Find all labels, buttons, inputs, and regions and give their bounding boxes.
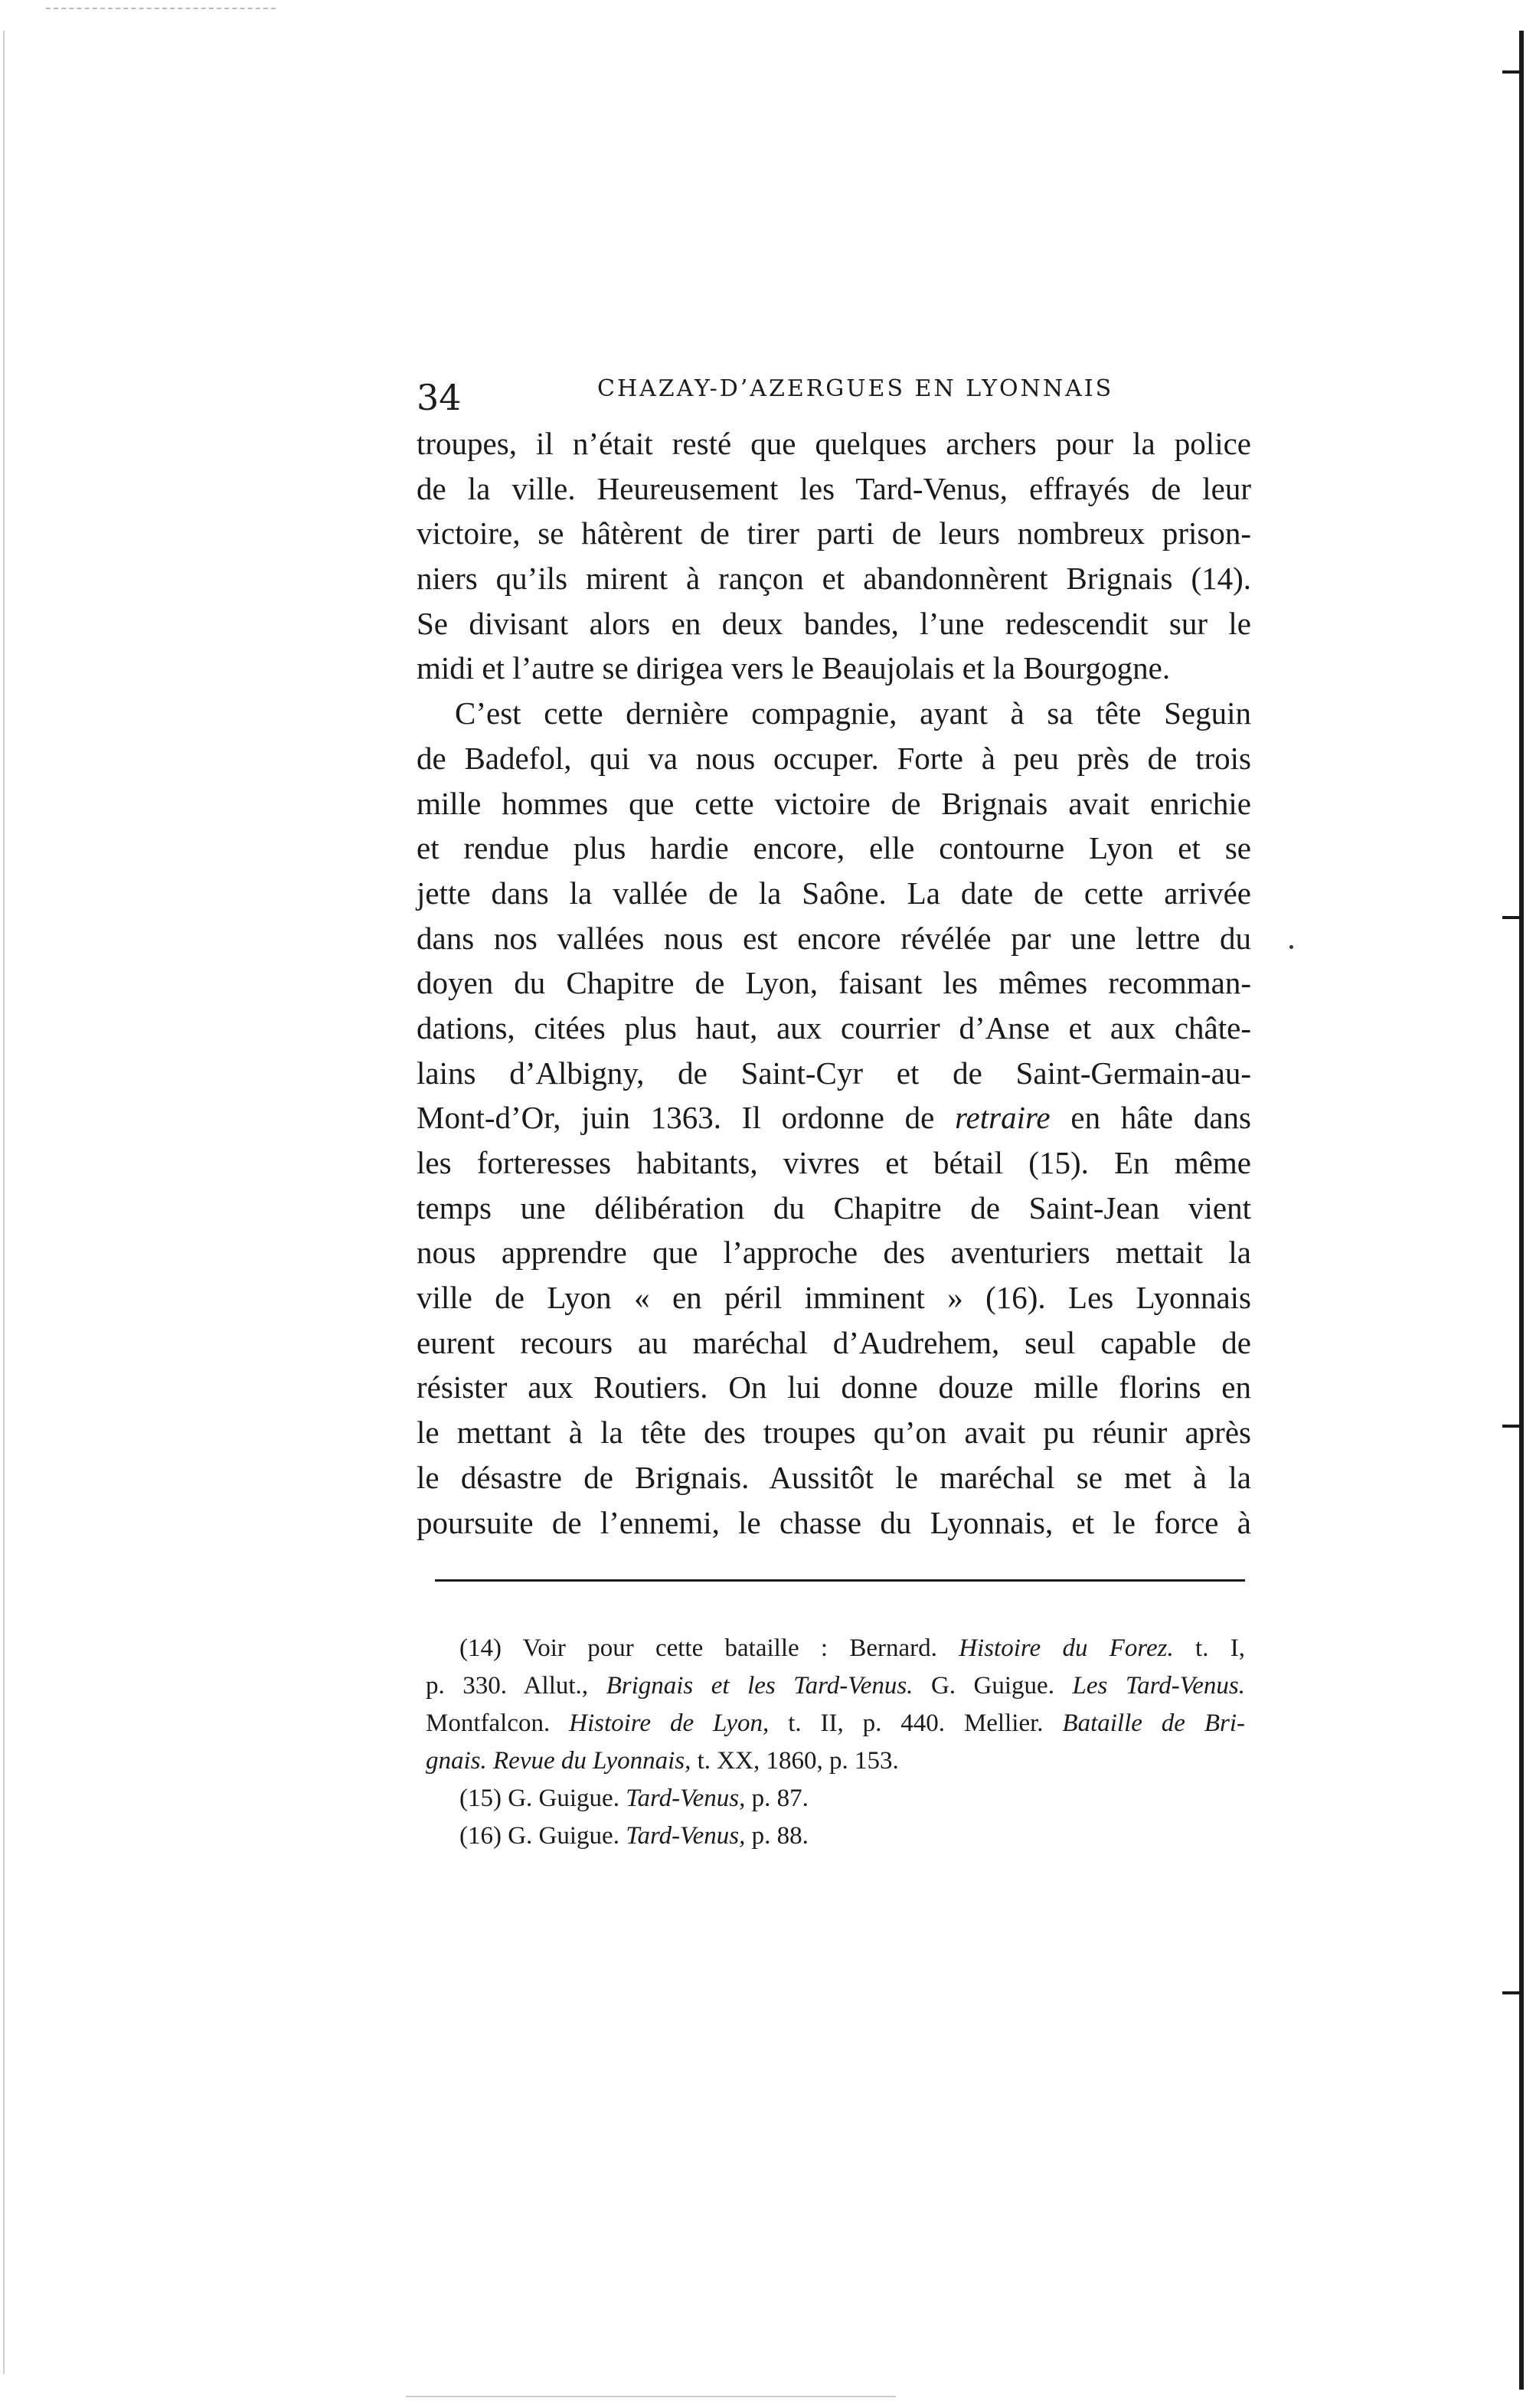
text-line: temps une délibération du Chapitre de Saint-Jean vient [417, 1189, 1251, 1225]
footnote-15: (15) G. Guigue. Tard-Venus, p. 87. [459, 1785, 809, 1812]
footnote-divider [435, 1579, 1245, 1582]
text-line: niers qu’ils mirent à rançon et abandonnèrent Brignais (14). [417, 561, 1251, 597]
text-line: lains d’Albigny, de Saint-Cyr et de Saint-Germain-au- [417, 1055, 1251, 1091]
footnote-16: (16) G. Guigue. Tard-Venus, p. 88. [459, 1822, 809, 1850]
text-segment: en hâte dans [1050, 1100, 1251, 1136]
text-line: jette dans la vallée de la Saône. La date de cette arrivée [417, 875, 1251, 911]
text-line: de la ville. Heureusement les Tard-Venus, effrayés de leur [417, 470, 1251, 506]
text-line: les forteresses habitants, vivres et bétail (15). En même [417, 1145, 1251, 1180]
text-segment: Mont-d’Or, juin 1363. Il ordonne de [417, 1100, 956, 1136]
text-line: nous apprendre que l’approche des aventuriers mettait la [417, 1235, 1251, 1271]
body-text [417, 421, 1251, 1545]
text-line: ville de Lyon « en péril imminent » (16). Les Lyonnais [417, 1280, 1251, 1316]
text-line: poursuite de l’ennemi, le chasse du Lyonnais, et le force à [417, 1504, 1251, 1540]
text-line: de Badefol, qui va nous occuper. Forte à peu près de trois [417, 740, 1251, 776]
text-line: victoire, se hâtèrent de tirer parti de leurs nombreux prison- [417, 515, 1251, 551]
scan-edge-bottom [406, 2396, 896, 2397]
text-line: doyen du Chapitre de Lyon, faisant les mêmes recomman- [417, 965, 1251, 1001]
scan-edge-tick [1502, 70, 1522, 74]
text-line: et rendue plus hardie encore, elle contourne Lyon et se [417, 830, 1251, 866]
scan-edge-top [46, 8, 276, 9]
running-title: CHAZAY-D’AZERGUES EN LYONNAIS [597, 375, 1114, 402]
italic-term: retraire [955, 1100, 1051, 1136]
text-line [417, 1095, 1251, 1140]
text-line: mille hommes que cette victoire de Brignais avait enrichie [417, 785, 1251, 821]
scan-edge-tick [1502, 916, 1522, 919]
footnote-14-continued: p. 330. Allut., Brignais et les Tard-Venus. G. Guigue. Les Tard-Venus. [426, 1672, 1245, 1700]
scan-edge-tick [1502, 1425, 1522, 1428]
text-line: résister aux Routiers. On lui donne douze mille florins en [417, 1369, 1251, 1405]
footnotes [426, 1630, 1246, 1855]
text-line: eurent recours au maréchal d’Audrehem, seul capable de [417, 1324, 1251, 1360]
scan-edge-tick [1502, 1991, 1522, 1994]
scan-edge-right [1519, 31, 1524, 2390]
text-line: troupes, il n’était resté que quelques archers pour la police [417, 426, 1251, 461]
text-line: midi et l’autre se dirigea vers le Beaujolais et la Bourgogne. [417, 650, 1171, 686]
text-line: dans nos vallées nous est encore révélée par une lettre du [417, 920, 1251, 956]
page-header [417, 368, 1251, 421]
page-number: 34 [417, 377, 462, 418]
text-line: le désastre de Brignais. Aussitôt le maréchal se met à la [417, 1459, 1251, 1495]
footnote-14: (14) Voir pour cette bataille : Bernard. Histoire du Forez. t. I, [459, 1634, 1245, 1662]
footnote-14-continued: Montfalcon. Histoire de Lyon, t. II, p. 440. Mellier. Bataille de Bri- [426, 1709, 1246, 1737]
footnote-14-continued: gnais. Revue du Lyonnais, t. XX, 1860, p. 153. [426, 1747, 899, 1775]
scan-speck [1289, 945, 1293, 949]
text-line: le mettant à la tête des troupes qu’on avait pu réunir après [417, 1415, 1251, 1451]
scan-edge-left [3, 31, 5, 2374]
text-line: C’est cette dernière compagnie, ayant à sa tête Seguin [455, 695, 1251, 731]
text-line: dations, citées plus haut, aux courrier d’Anse et aux châte- [417, 1009, 1251, 1045]
text-line: Se divisant alors en deux bandes, l’une redescendit sur le [417, 605, 1251, 641]
